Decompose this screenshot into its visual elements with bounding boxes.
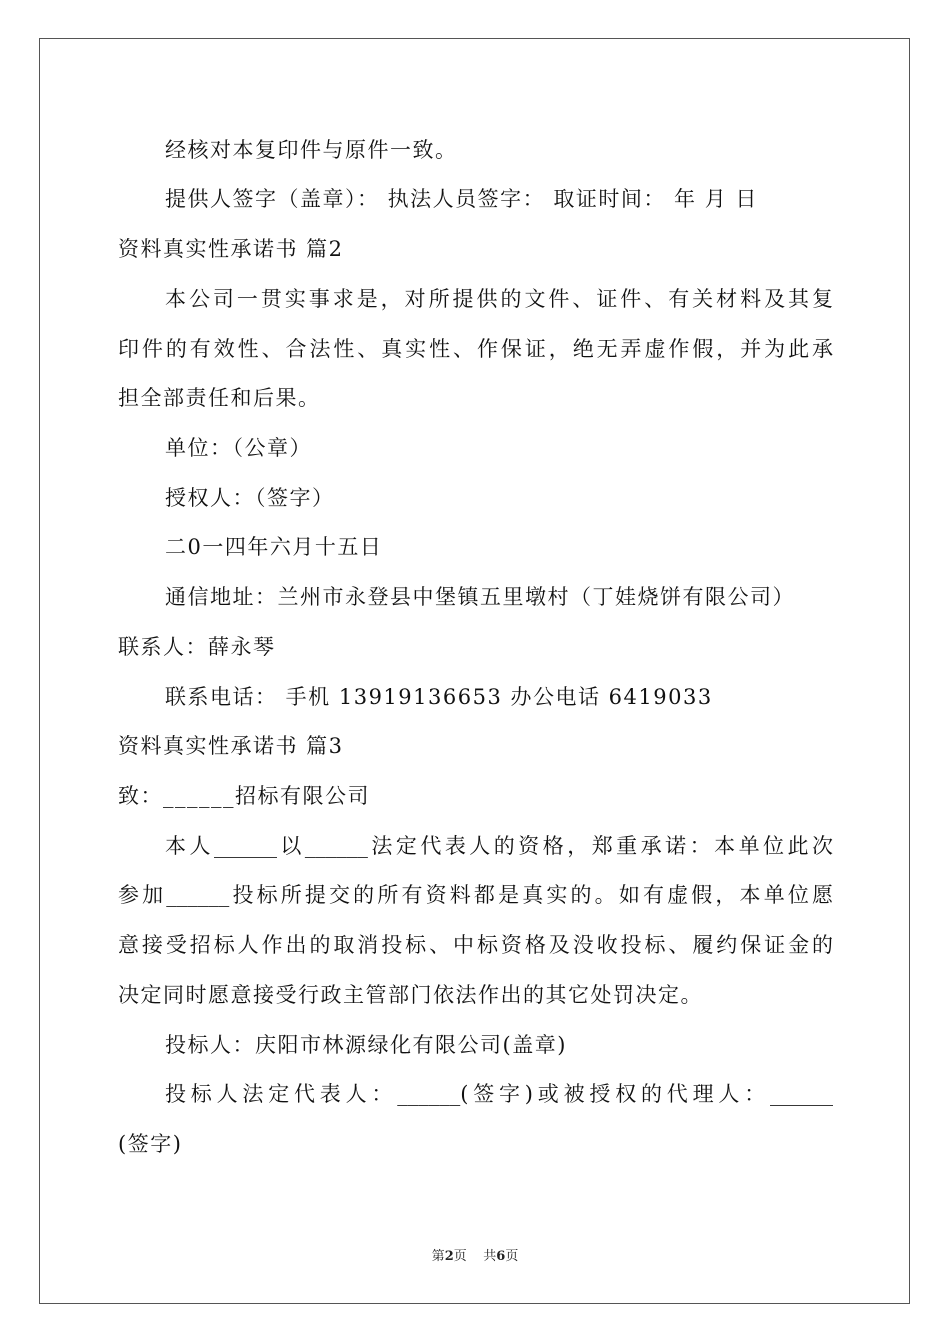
text-line: 参加______投标所提交的所有资料都是真实的。如有虚假，本单位愿: [118, 883, 833, 907]
section-heading: 资料真实性承诺书 篇3: [118, 734, 344, 758]
phone-line: 联系电话： 手机 13919136653 办公电话 6419033: [165, 685, 713, 709]
text-line: 提供人签字（盖章）： 执法人员签字： 取证时间： 年 月 日: [165, 187, 758, 211]
page-footer: [0, 1248, 950, 1266]
text-line: 印件的有效性、合法性、真实性、作保证，绝无弄虚作假，并为此承: [118, 337, 833, 361]
footer-mid: 页 共: [453, 1249, 497, 1264]
text-line: 投标人法定代表人：______(签字)或被授权的代理人：______: [165, 1082, 833, 1106]
text-line: 担全部责任和后果。: [118, 386, 321, 410]
text-line: 本人______以______法定代表人的资格，郑重承诺：本单位此次: [165, 834, 833, 858]
footer-prefix: 第: [431, 1249, 445, 1264]
footer-page-number: 2: [444, 1249, 454, 1264]
address-line: 通信地址：兰州市永登县中堡镇五里墩村（丁娃烧饼有限公司）: [165, 585, 795, 609]
text-line: 决定同时愿意接受行政主管部门依法作出的其它处罚决定。: [118, 983, 703, 1007]
footer-suffix: 页: [505, 1249, 519, 1264]
section-heading: 资料真实性承诺书 篇2: [118, 237, 344, 261]
date-line: 二0一四年六月十五日: [165, 535, 383, 559]
footer-total-pages: 6: [496, 1249, 506, 1264]
text-line: 经核对本复印件与原件一致。: [165, 138, 458, 162]
contact-line: 联系人：薛永琴: [118, 635, 276, 659]
page-frame: [39, 38, 910, 1304]
text-line: 授权人：（签字）: [165, 486, 335, 510]
text-line: 投标人：庆阳市林源绿化有限公司(盖章): [165, 1033, 567, 1057]
text-line: 单位：（公章）: [165, 436, 312, 460]
text-line: 致：______招标有限公司: [118, 784, 370, 808]
text-line: 本公司一贯实事求是，对所提供的文件、证件、有关材料及其复: [165, 287, 833, 311]
text-line: (签字): [118, 1132, 183, 1156]
text-line: 意接受招标人作出的取消投标、中标资格及没收投标、履约保证金的: [118, 933, 833, 957]
